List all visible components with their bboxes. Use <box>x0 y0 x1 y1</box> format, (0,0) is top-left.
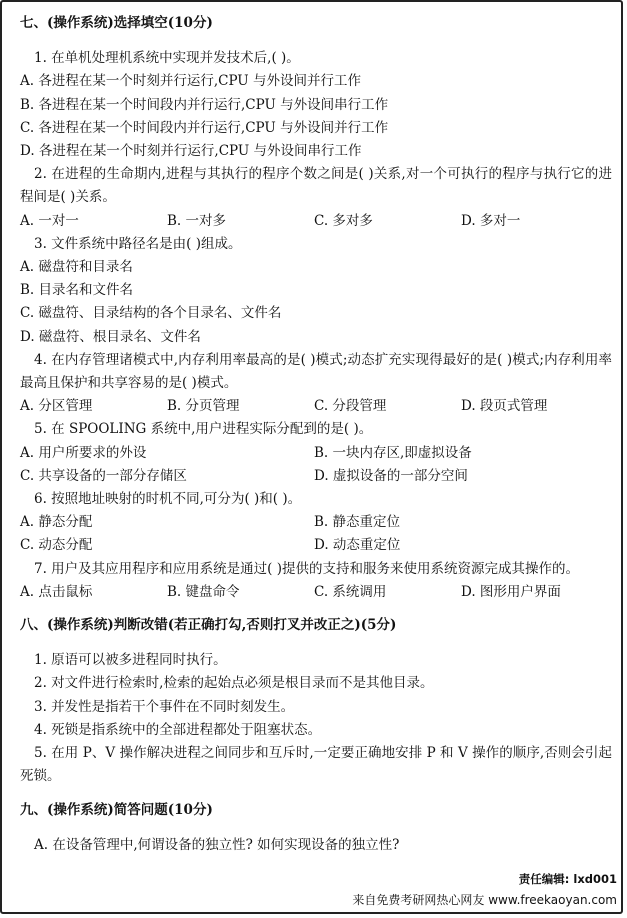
judge-item-1: 1. 原语可以被多进程同时执行。 <box>34 652 227 669</box>
page-content <box>20 8 612 857</box>
q5-options <box>20 442 612 488</box>
q3-option-c: C. 磁盘符、目录结构的各个目录名、文件名 <box>20 305 282 322</box>
q2-options <box>20 210 612 233</box>
q5-option-d: D. 虚拟设备的一部分空间 <box>314 467 468 484</box>
q6-option-b: B. 静态重定位 <box>314 514 401 531</box>
short-answer-a: A. 在设备管理中,何谓设备的独立性? 如何实现设备的独立性? <box>34 836 400 853</box>
judge-item-2: 2. 对文件进行检索时,检索的起始点必须是根目录而不是其他目录。 <box>34 675 434 692</box>
q5-option-b: B. 一块内存区,即虚拟设备 <box>314 444 472 461</box>
q7-option-b: B. 键盘命令 <box>167 583 240 600</box>
q4-option-c: C. 分段管理 <box>314 398 387 415</box>
question-6: 6. 按照地址映射的时机不同,可分为( )和( )。 <box>34 491 302 508</box>
question-1: 1. 在单机处理机系统中实现并发技术后,( )。 <box>34 50 300 67</box>
section-7-title: 七、(操作系统)选择填空(10分) <box>20 15 213 31</box>
q1-option-a: A. 各进程在某一个时刻并行运行,CPU 与外设间并行工作 <box>20 73 361 90</box>
judge-item-3: 3. 并发性是指若干个事件在不同时刻发生。 <box>34 698 295 715</box>
q3-option-b: B. 目录名和文件名 <box>20 282 134 299</box>
q1-option-b: B. 各进程在某一个时间段内并行运行,CPU 与外设间串行工作 <box>20 96 389 113</box>
q7-option-c: C. 系统调用 <box>314 583 387 600</box>
q2-option-b: B. 一对多 <box>167 212 227 229</box>
q2-option-a: A. 一对一 <box>20 212 79 229</box>
q4-option-a: A. 分区管理 <box>20 398 93 415</box>
q1-option-d: D. 各进程在某一个时刻并行运行,CPU 与外设间串行工作 <box>20 143 362 160</box>
q1-option-c: C. 各进程在某一个时间段内并行运行,CPU 与外设间并行工作 <box>20 119 389 136</box>
q3-option-a: A. 磁盘符和目录名 <box>20 259 133 276</box>
question-2: 2. 在进程的生命期内,进程与其执行的程序个数之间是( )关系,对一个可执行的程序与执行它的进程间是( )关系。 <box>20 166 612 206</box>
q2-option-d: D. 多对一 <box>461 212 521 229</box>
q7-option-d: D. 图形用户界面 <box>461 583 561 600</box>
q3-option-d: D. 磁盘符、根目录名、文件名 <box>20 328 201 345</box>
q7-option-a: A. 点击鼠标 <box>20 583 93 600</box>
q4-option-d: D. 段页式管理 <box>461 398 548 415</box>
question-7: 7. 用户及其应用程序和应用系统是通过( )提供的支持和服务来使用系统资源完成其操作的。 <box>34 560 579 577</box>
judge-item-5: 5. 在用 P、V 操作解决进程之间同步和互斥时,一定要正确地安排 P 和 V 操作的顺序,否则会引起死锁。 <box>20 745 612 785</box>
q6-option-a: A. 静态分配 <box>20 514 93 531</box>
section-9-title: 九、(操作系统)简答问题(10分) <box>20 801 213 818</box>
q2-option-c: C. 多对多 <box>314 212 373 229</box>
q6-options <box>20 511 612 557</box>
q4-option-b: B. 分页管理 <box>167 398 240 415</box>
q4-options <box>20 395 612 418</box>
section-8-title: 八、(操作系统)判断改错(若正确打勾,否则打叉并改正之)(5分) <box>20 617 397 634</box>
judge-item-4: 4. 死锁是指系统中的全部进程都处于阻塞状态。 <box>34 721 322 738</box>
q5-option-a: A. 用户所要求的外设 <box>20 444 147 461</box>
question-5: 5. 在 SPOOLING 系统中,用户进程实际分配到的是( )。 <box>34 421 373 438</box>
q7-options <box>20 581 612 604</box>
question-3: 3. 文件系统中路径名是由( )组成。 <box>34 235 242 252</box>
q6-option-c: C. 动态分配 <box>20 537 93 554</box>
source-credit: 来自免费考研网热心网友 www.freekaoyan.com <box>352 893 617 907</box>
q6-option-d: D. 动态重定位 <box>314 537 401 554</box>
question-4: 4. 在内存管理诸模式中,内存利用率最高的是( )模式;动态扩充实现得最好的是( )模式;内存利用率最高且保护和共享容易的是( )模式。 <box>20 351 612 392</box>
editor-credit: 责任编辑: lxd001 <box>518 872 617 886</box>
q5-option-c: C. 共享设备的一部分存储区 <box>20 467 187 484</box>
